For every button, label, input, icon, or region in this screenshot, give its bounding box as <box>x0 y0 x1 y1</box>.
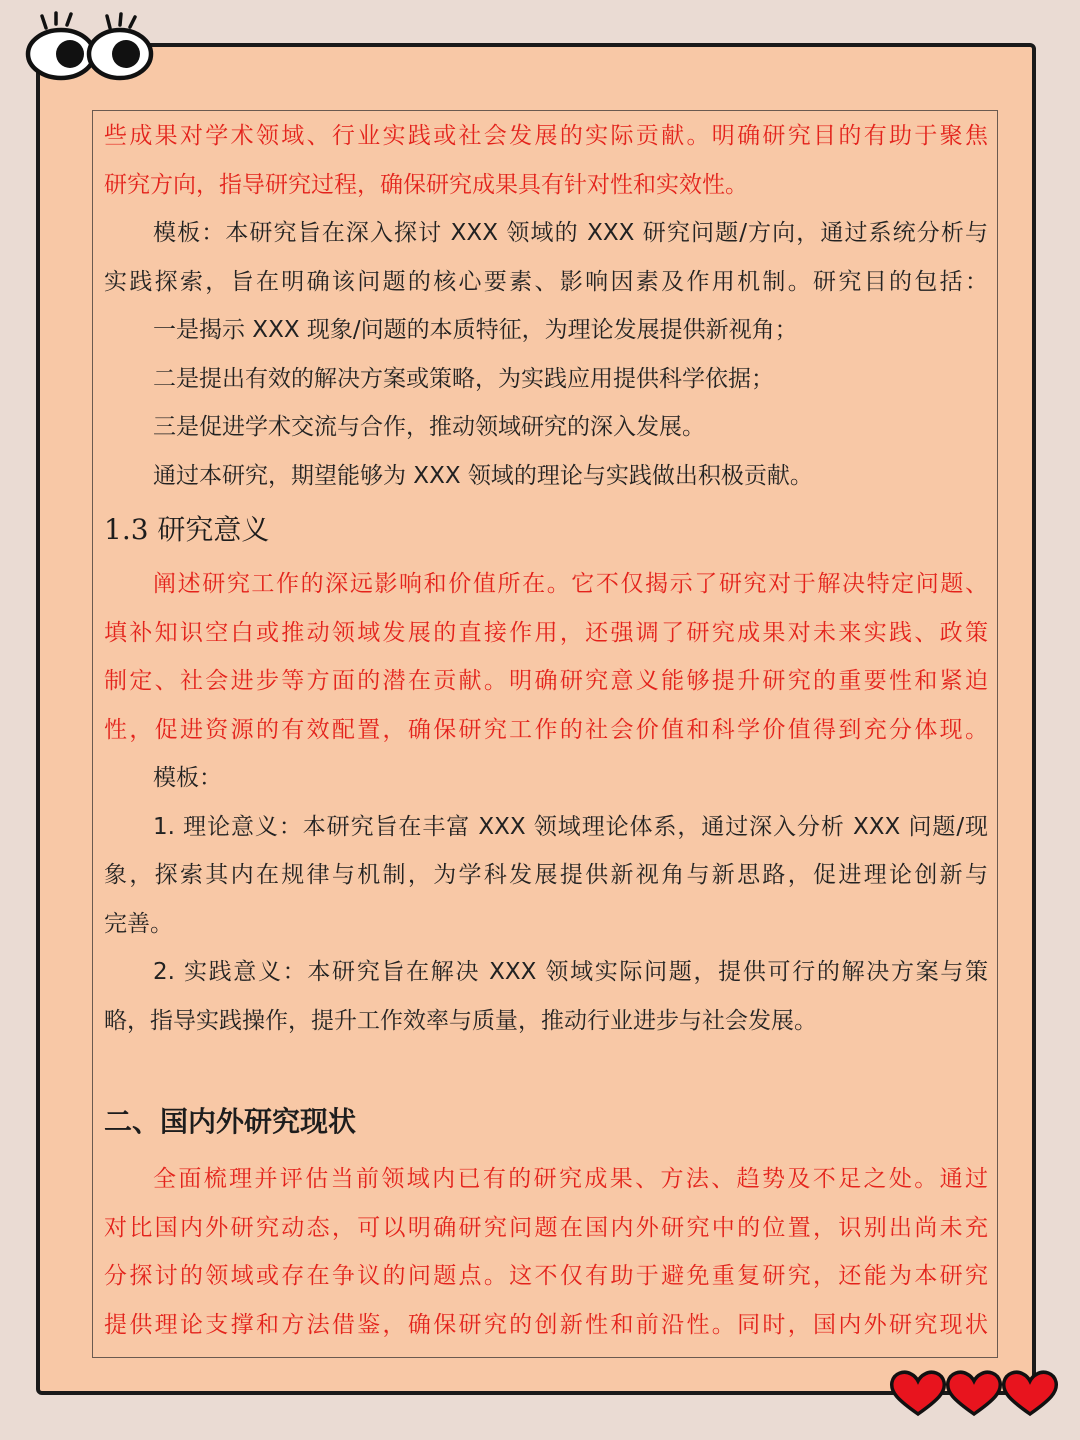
template-label: 模板： <box>153 765 222 791</box>
text-line: 1. 理论意义：本研究旨在丰富 XXX 领域理论体系，通过深入分析 XXX 问题/现 <box>153 813 988 840</box>
text-line: 全面梳理并评估当前领域内已有的研究成果、方法、趋势及不足之处。通过 <box>153 1166 988 1192</box>
text-line: 填补知识空白或推动领域发展的直接作用，还强调了研究成果对未来实践、政策 <box>104 619 988 646</box>
hearts-decoration <box>888 1368 1060 1420</box>
heart-icon <box>1004 1372 1057 1414</box>
text-line: 实践探索，旨在明确该问题的核心要素、影响因素及作用机制。研究目的包括： <box>104 268 988 295</box>
text-line: 阐述研究工作的深远影响和价值所在。它不仅揭示了研究对于解决特定问题、 <box>153 571 988 597</box>
text-line: 完善。 <box>104 910 173 937</box>
heart-icon <box>892 1372 945 1414</box>
list-item: 三是促进学术交流与合作，推动领域研究的深入发展。 <box>153 414 705 440</box>
list-item: 通过本研究，期望能够为 XXX 领域的理论与实践做出积极贡献。 <box>153 462 813 489</box>
text-line: 制定、社会进步等方面的潜在贡献。明确研究意义能够提升研究的重要性和紧迫 <box>104 668 988 694</box>
section-heading-1-3: 1.3 研究意义 <box>104 513 270 546</box>
text-line: 对比国内外研究动态，可以明确研究问题在国内外研究中的位置，识别出尚未充 <box>104 1214 988 1241</box>
heart-icon <box>948 1372 1001 1414</box>
spacer <box>104 1045 988 1089</box>
section-heading-2: 二、国内外研究现状 <box>104 1105 357 1138</box>
list-item: 二是提出有效的解决方案或策略，为实践应用提供科学依据； <box>153 365 774 392</box>
text-line: 提供理论支撑和方法借鉴，确保研究的创新性和前沿性。同时，国内外研究现状 <box>104 1311 988 1338</box>
document-content <box>104 112 988 1349</box>
text-line: 些成果对学术领域、行业实践或社会发展的实际贡献。明确研究目的有助于聚焦 <box>104 123 988 149</box>
text-line: 模板：本研究旨在深入探讨 XXX 领域的 XXX 研究问题/方向，通过系统分析与 <box>153 220 988 246</box>
text-line: 2. 实践意义：本研究旨在解决 XXX 领域实际问题，提供可行的解决方案与策 <box>153 959 988 985</box>
text-line: 研究方向，指导研究过程，确保研究成果具有针对性和实效性。 <box>104 171 748 198</box>
text-line: 性，促进资源的有效配置，确保研究工作的社会价值和科学价值得到充分体现。 <box>104 716 988 743</box>
text-line: 象，探索其内在规律与机制，为学科发展提供新视角与新思路，促进理论创新与 <box>104 862 988 888</box>
text-line: 略，指导实践操作，提升工作效率与质量，推动行业进步与社会发展。 <box>104 1007 817 1034</box>
list-item: 一是揭示 XXX 现象/问题的本质特征，为理论发展提供新视角； <box>153 317 798 343</box>
text-line: 分探讨的领域或存在争议的问题点。这不仅有助于避免重复研究，还能为本研究 <box>104 1263 988 1289</box>
cartoon-eyes-icon <box>20 10 160 84</box>
